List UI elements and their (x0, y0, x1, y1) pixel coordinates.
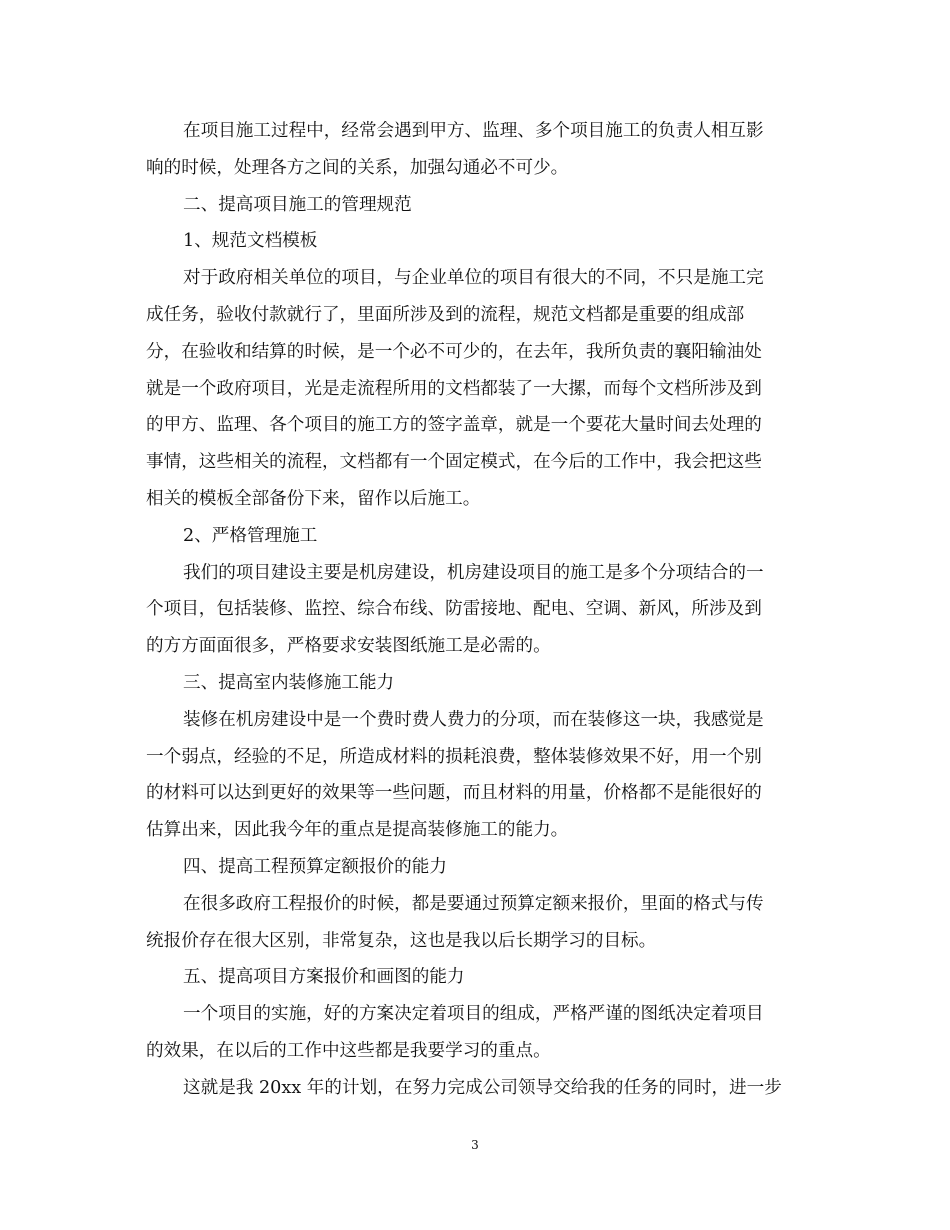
text-line: 相关的模板全部备份下来，留作以后施工。 (146, 489, 481, 509)
text-line: 四、提高工程预算定额报价的能力 (183, 857, 447, 877)
text-line: 的甲方、监理、各个项目的施工方的签字盖章，就是一个要花大量时间去处理的 (146, 415, 762, 436)
text-line: 对于政府相关单位的项目，与企业单位的项目有很大的不同，不只是施工完 (183, 268, 764, 289)
text-line: 一个项目的实施，好的方案决定着项目的组成，严格严谨的图纸决定着项目 (183, 1004, 764, 1025)
text-line: 成任务，验收付款就行了，里面所涉及到的流程，规范文档都是重要的组成部 (146, 305, 745, 325)
text-line: 二、提高项目施工的管理规范 (183, 194, 412, 215)
text-line: 在项目施工过程中，经常会遇到甲方、监理、多个项目施工的负责人相互影 (183, 121, 764, 141)
text-line: 就是一个政府项目，光是走流程所用的文档都装了一大摞，而每个文档所涉及到 (146, 378, 762, 399)
text-line: 三、提高室内装修施工能力 (183, 673, 395, 693)
text-line: 的效果，在以后的工作中这些都是我要学习的重点。 (146, 1041, 551, 1061)
text-line: 五、提高项目方案报价和画图的能力 (183, 967, 465, 988)
page-number: 3 (471, 1138, 479, 1152)
text-line: 这就是我 20xx 年的计划，在努力完成公司领导交给我的任务的同时，进一步 (183, 1077, 782, 1098)
text-line: 分，在验收和结算的时候，是一个必不可少的，在去年，我所负责的襄阳输油处 (146, 341, 762, 362)
text-line: 事情，这些相关的流程，文档都有一个固定模式，在今后的工作中，我会把这些 (146, 452, 762, 473)
text-line: 估算出来，因此我今年的重点是提高装修施工的能力。 (146, 820, 569, 841)
text-line: 2、严格管理施工 (183, 525, 318, 546)
text-line: 我们的项目建设主要是机房建设，机房建设项目的施工是多个分项结合的一 (183, 562, 764, 583)
text-line: 1、规范文档模板 (183, 231, 318, 252)
text-line: 统报价存在很大区别，非常复杂，这也是我以后长期学习的目标。 (146, 930, 657, 951)
text-line: 的材料可以达到更好的效果等一些问题，而且材料的用量，价格都不是能很好的 (146, 783, 762, 804)
text-line: 装修在机房建设中是一个费时费人费力的分项，而在装修这一块，我感觉是 (183, 709, 764, 730)
text-line: 响的时候，处理各方之间的关系，加强勾通必不可少。 (146, 157, 569, 178)
text-line: 个项目，包括装修、监控、综合布线、防雷接地、配电、空调、新风，所涉及到 (146, 599, 762, 620)
text-line: 在很多政府工程报价的时候，都是要通过预算定额来报价，里面的格式与传 (183, 893, 764, 914)
text-line: 的方方面面很多，严格要求安装图纸施工是必需的。 (146, 636, 551, 657)
text-line: 一个弱点，经验的不足，所造成材料的损耗浪费，整体装修效果不好，用一个别 (146, 746, 762, 767)
